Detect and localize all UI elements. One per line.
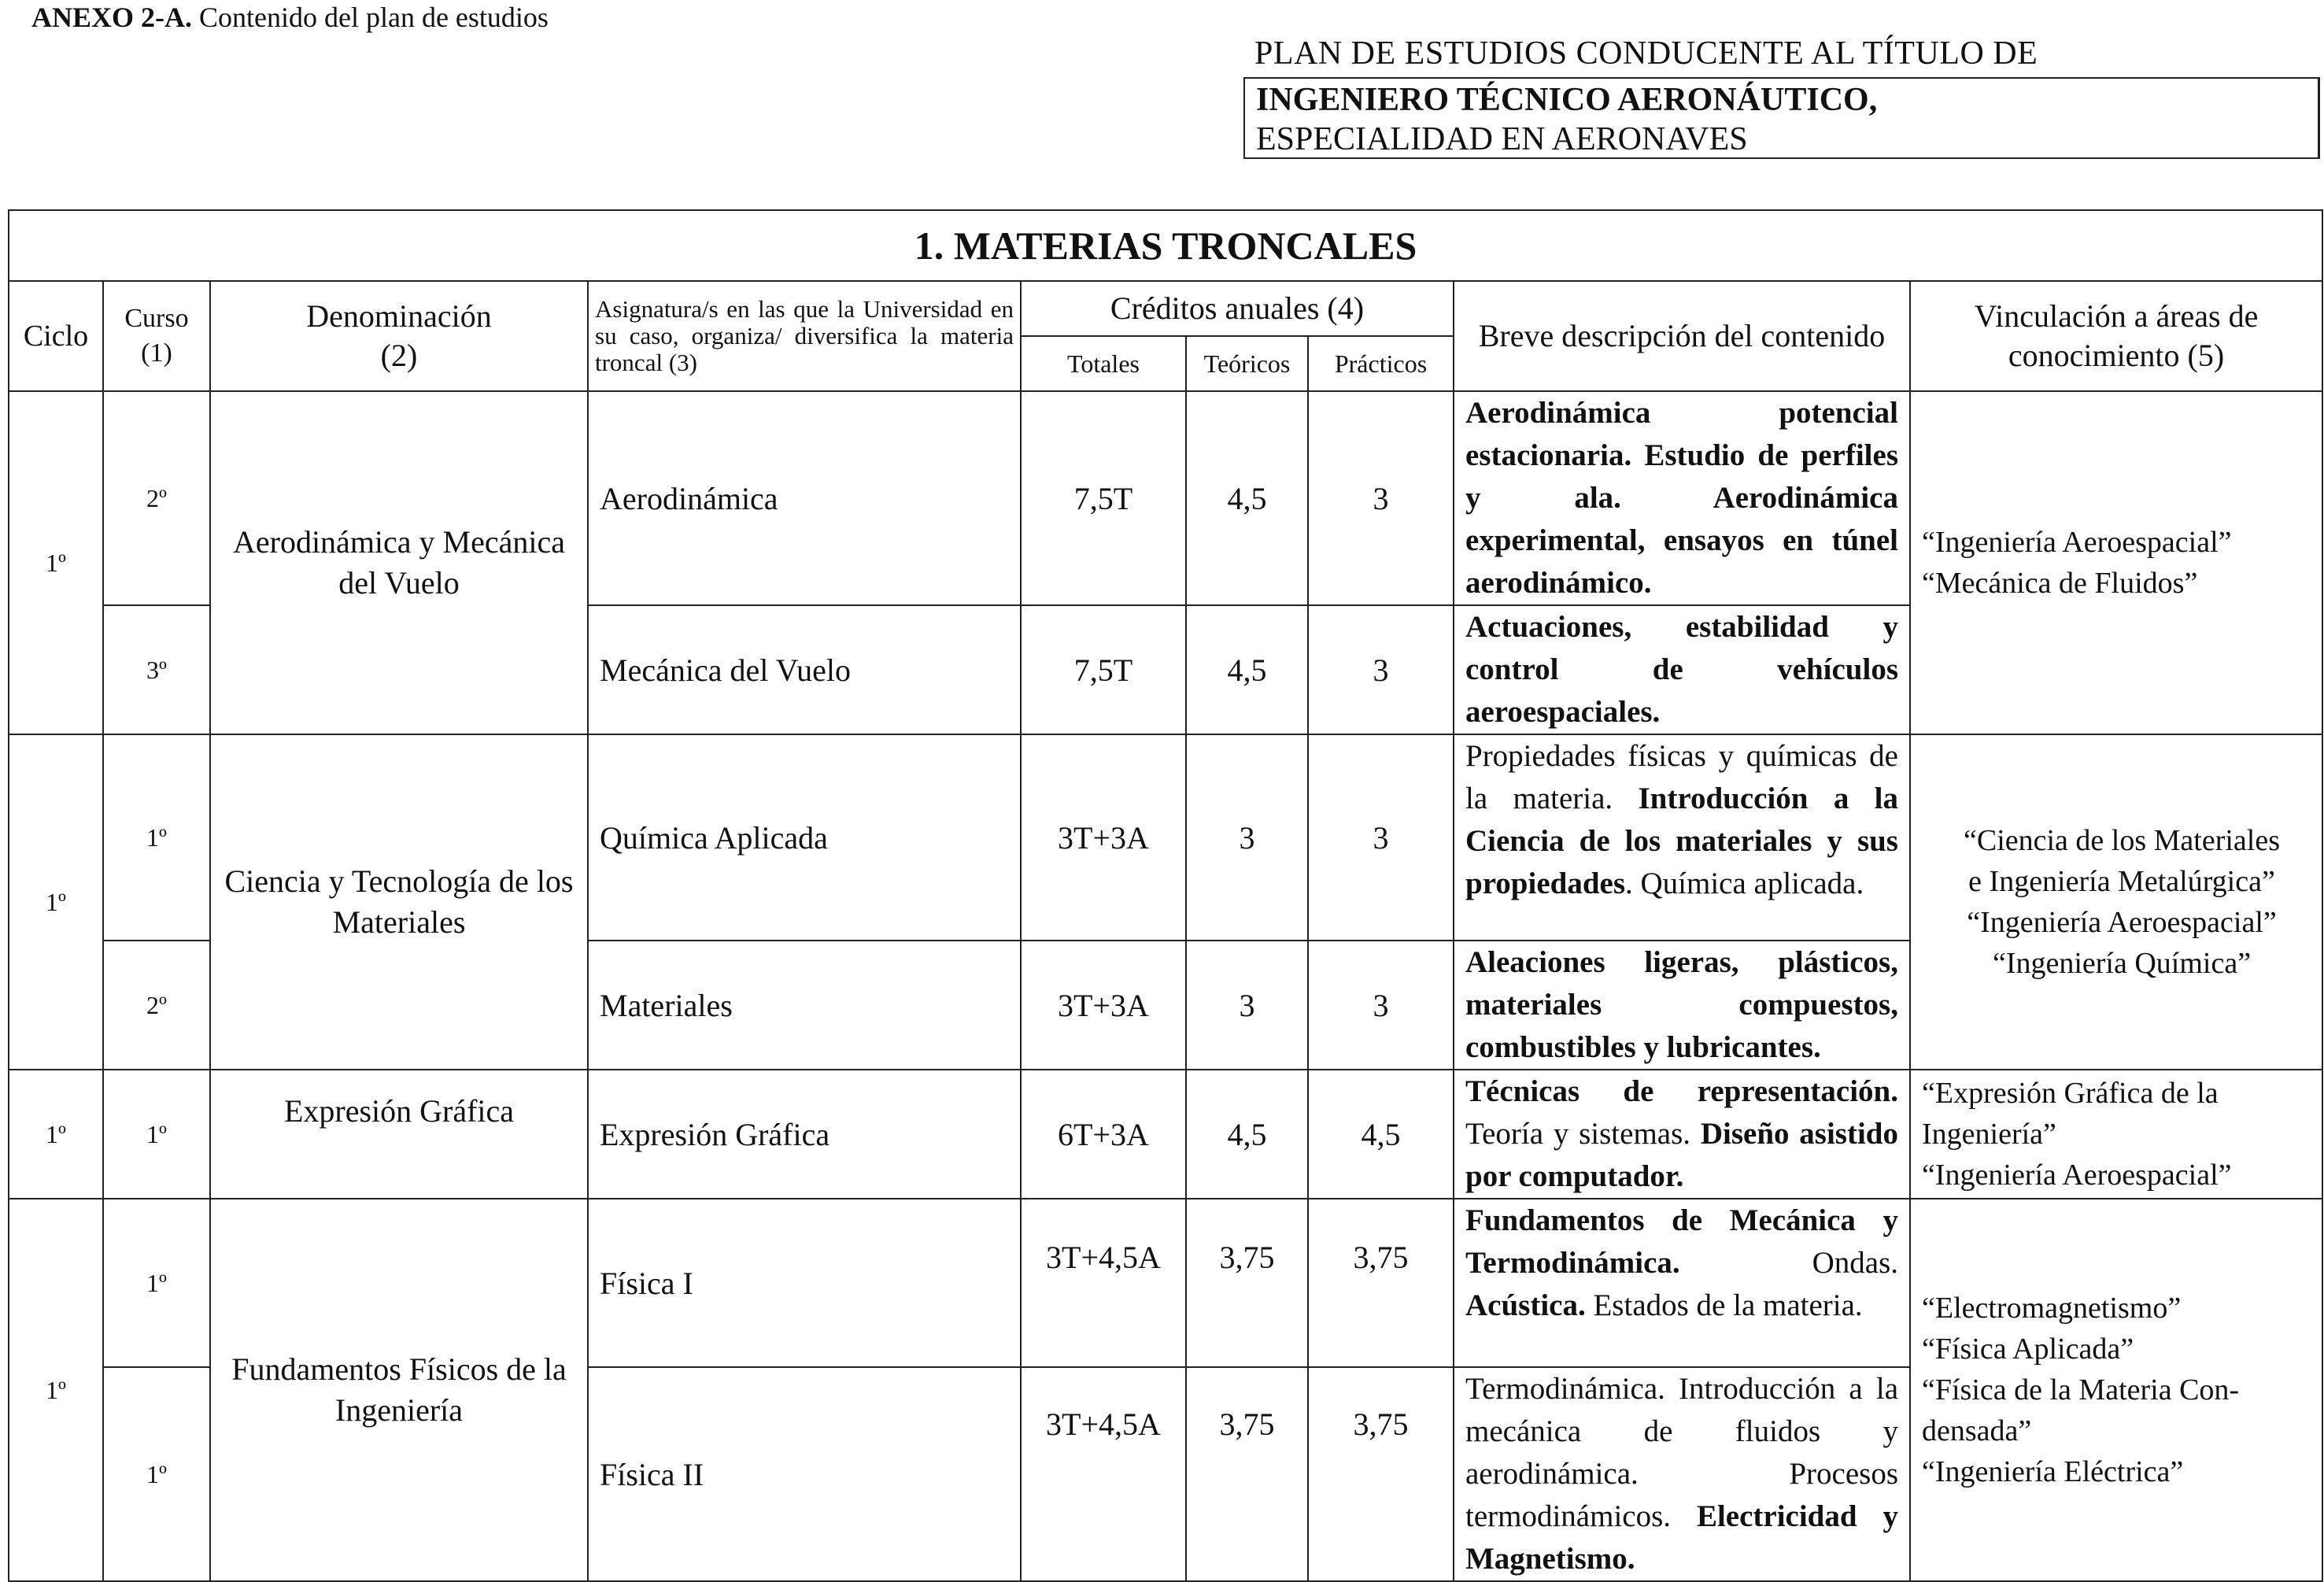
description-text: Electricidad y Magnetismo.: [1465, 1499, 1898, 1576]
header-denominacion-note: (2): [380, 338, 418, 373]
asignatura-cell: Mecánica del Vuelo: [588, 605, 1021, 734]
totales-cell: 3T+4,5A: [1021, 1199, 1186, 1367]
header-curso-note: (1): [141, 338, 172, 368]
annex-heading: [31, 0, 549, 35]
description-text: Teoría y sistemas.: [1465, 1117, 1701, 1151]
practicos-cell: 3: [1308, 605, 1454, 734]
totales-cell: 7,5T: [1021, 391, 1186, 605]
teoricos-cell: 3,75: [1186, 1199, 1308, 1367]
totales-cell: 7,5T: [1021, 605, 1186, 734]
degree-specialty: ESPECIALIDAD EN AERONAVES: [1256, 121, 1748, 157]
description-text: Introducción a la Ciencia de los materiales y sus propiedades: [1465, 782, 1898, 900]
areas-cell: [1910, 1070, 2322, 1199]
area-item: “Ingeniería Aeroespacial”: [1922, 1159, 2232, 1192]
asignatura-cell: Expresión Gráfica: [588, 1070, 1021, 1199]
practicos-cell: 3: [1308, 391, 1454, 605]
description-cell: [1454, 391, 1910, 605]
description-cell: [1454, 1070, 1910, 1199]
area-item: “Ingeniería Aeroespacial”: [1922, 526, 2232, 559]
asignatura-cell: Física II: [588, 1367, 1021, 1581]
totales-cell: 3T+3A: [1021, 734, 1186, 941]
description-text: Fundamentos de Mecánica y Termodinámica.: [1465, 1203, 1898, 1280]
asignatura-cell: Aerodinámica: [588, 391, 1021, 605]
curso-cell: 1º: [103, 1367, 210, 1581]
teoricos-cell: 3: [1186, 734, 1308, 941]
section-title: 1. MATERIAS TRONCALES: [9, 210, 2322, 281]
asignatura-cell: Química Aplicada: [588, 734, 1021, 941]
totales-cell: 3T+3A: [1021, 941, 1186, 1070]
ciclo-cell: 1º: [9, 734, 103, 1070]
area-item: densada”: [1922, 1414, 2032, 1447]
ciclo-cell: 1º: [9, 1070, 103, 1199]
area-item: e Ingeniería Metalúrgica”: [1968, 865, 2275, 898]
description-cell: [1454, 1367, 1910, 1581]
totales-cell: 6T+3A: [1021, 1070, 1186, 1199]
description-text: Técnicas de representación.: [1465, 1074, 1898, 1108]
degree-box: [1243, 77, 2320, 159]
curso-cell: 1º: [103, 1070, 210, 1199]
header-creditos: Créditos anuales (4): [1021, 281, 1454, 336]
description-cell: [1454, 605, 1910, 734]
header-practicos: Prácticos: [1308, 336, 1454, 391]
description-text: Aleaciones ligeras, plásticos, materiales compuestos, combustibles y lubricantes.: [1465, 945, 1898, 1064]
area-item: “Mecánica de Fluidos”: [1922, 567, 2198, 600]
description-text: Propiedades físicas y químicas de la materia.: [1465, 739, 1898, 815]
ciclo-cell: 1º: [9, 391, 103, 734]
description-text: Aerodinámica potencial estacionaria. Estudio de perfiles y ala. Aerodinámica experimental, ensayos en túnel aerodinámico.: [1465, 396, 1898, 600]
ciclo-cell: 1º: [9, 1199, 103, 1581]
practicos-cell: 3,75: [1308, 1199, 1454, 1367]
denominacion-cell: Expresión Gráfica: [210, 1070, 588, 1199]
curso-cell: 3º: [103, 605, 210, 734]
area-item: “Expresión Gráfica de la: [1922, 1077, 2219, 1110]
teoricos-cell: 4,5: [1186, 605, 1308, 734]
curso-cell: 1º: [103, 734, 210, 941]
teoricos-cell: 4,5: [1186, 1070, 1308, 1199]
plan-title: PLAN DE ESTUDIOS CONDUCENTE AL TÍTULO DE: [1254, 35, 2038, 72]
header-descripcion: Breve descripción del contenido: [1454, 281, 1910, 391]
header-asignaturas: Asignatura/s en las que la Universidad en su caso, organiza/ diversifica la materia troncal (3): [588, 281, 1021, 391]
description-text: Diseño asistido por computador.: [1465, 1117, 1898, 1193]
denominacion-cell: Fundamentos Físicos de la Ingeniería: [210, 1199, 588, 1581]
denominacion-cell: Aerodinámica y Mecánica del Vuelo: [210, 391, 588, 734]
asignatura-cell: Física I: [588, 1199, 1021, 1367]
description-text: Estados de la materia.: [1585, 1288, 1863, 1322]
header-totales: Totales: [1021, 336, 1186, 391]
areas-cell: [1910, 391, 2322, 734]
annex-text: Contenido del plan de estudios: [199, 2, 549, 33]
practicos-cell: 3: [1308, 941, 1454, 1070]
description-text: Ondas.: [1679, 1246, 1898, 1280]
curso-cell: 1º: [103, 1199, 210, 1367]
description-cell: [1454, 941, 1910, 1070]
description-text: Termodinámica. Introducción a la mecánica de fluidos y aerodinámica. Procesos termodinámicos.: [1465, 1372, 1898, 1533]
curso-cell: 2º: [103, 391, 210, 605]
totales-cell: 3T+4,5A: [1021, 1367, 1186, 1581]
degree-name: INGENIERO TÉCNICO AERONÁUTICO,: [1256, 82, 1878, 118]
header-curso: [103, 281, 210, 391]
header-ciclo: Ciclo: [9, 281, 103, 391]
areas-cell: [1910, 1199, 2322, 1581]
teoricos-cell: 4,5: [1186, 391, 1308, 605]
practicos-cell: 3: [1308, 734, 1454, 941]
description-cell: [1454, 1199, 1910, 1367]
area-item: “Ingeniería Química”: [1992, 947, 2252, 980]
annex-label: ANEXO 2-A.: [31, 2, 192, 33]
header-denominacion: [210, 281, 588, 391]
description-text: Actuaciones, estabilidad y control de vehículos aeroespaciales.: [1465, 610, 1898, 729]
areas-cell: [1910, 734, 2322, 1070]
teoricos-cell: 3: [1186, 941, 1308, 1070]
area-item: “Física Aplicada”: [1922, 1333, 2134, 1366]
header-curso-label: Curso: [124, 304, 189, 333]
area-item: “Física de la Materia Con-: [1922, 1373, 2240, 1406]
practicos-cell: 3,75: [1308, 1367, 1454, 1581]
practicos-cell: 4,5: [1308, 1070, 1454, 1199]
description-cell: [1454, 734, 1910, 941]
materias-troncales-table: [8, 209, 2323, 1582]
area-item: “Ciencia de los Materiales: [1964, 824, 2281, 857]
asignatura-cell: Materiales: [588, 941, 1021, 1070]
area-item: “Ingeniería Aeroespacial”: [1967, 906, 2277, 939]
teoricos-cell: 3,75: [1186, 1367, 1308, 1581]
description-text: Acústica.: [1465, 1288, 1586, 1322]
header-denominacion-label: Denominación: [306, 298, 492, 334]
curso-cell: 2º: [103, 941, 210, 1070]
header-teoricos: Teóricos: [1186, 336, 1308, 391]
description-text: . Química aplicada.: [1625, 867, 1864, 900]
area-item: “Ingeniería Eléctrica”: [1922, 1455, 2184, 1488]
area-item: Ingeniería”: [1922, 1118, 2056, 1151]
header-vinculacion: Vinculación a áreas de conocimiento (5): [1910, 281, 2322, 391]
area-item: “Electromagnetismo”: [1922, 1292, 2182, 1325]
denominacion-cell: Ciencia y Tecnología de los Materiales: [210, 734, 588, 1070]
